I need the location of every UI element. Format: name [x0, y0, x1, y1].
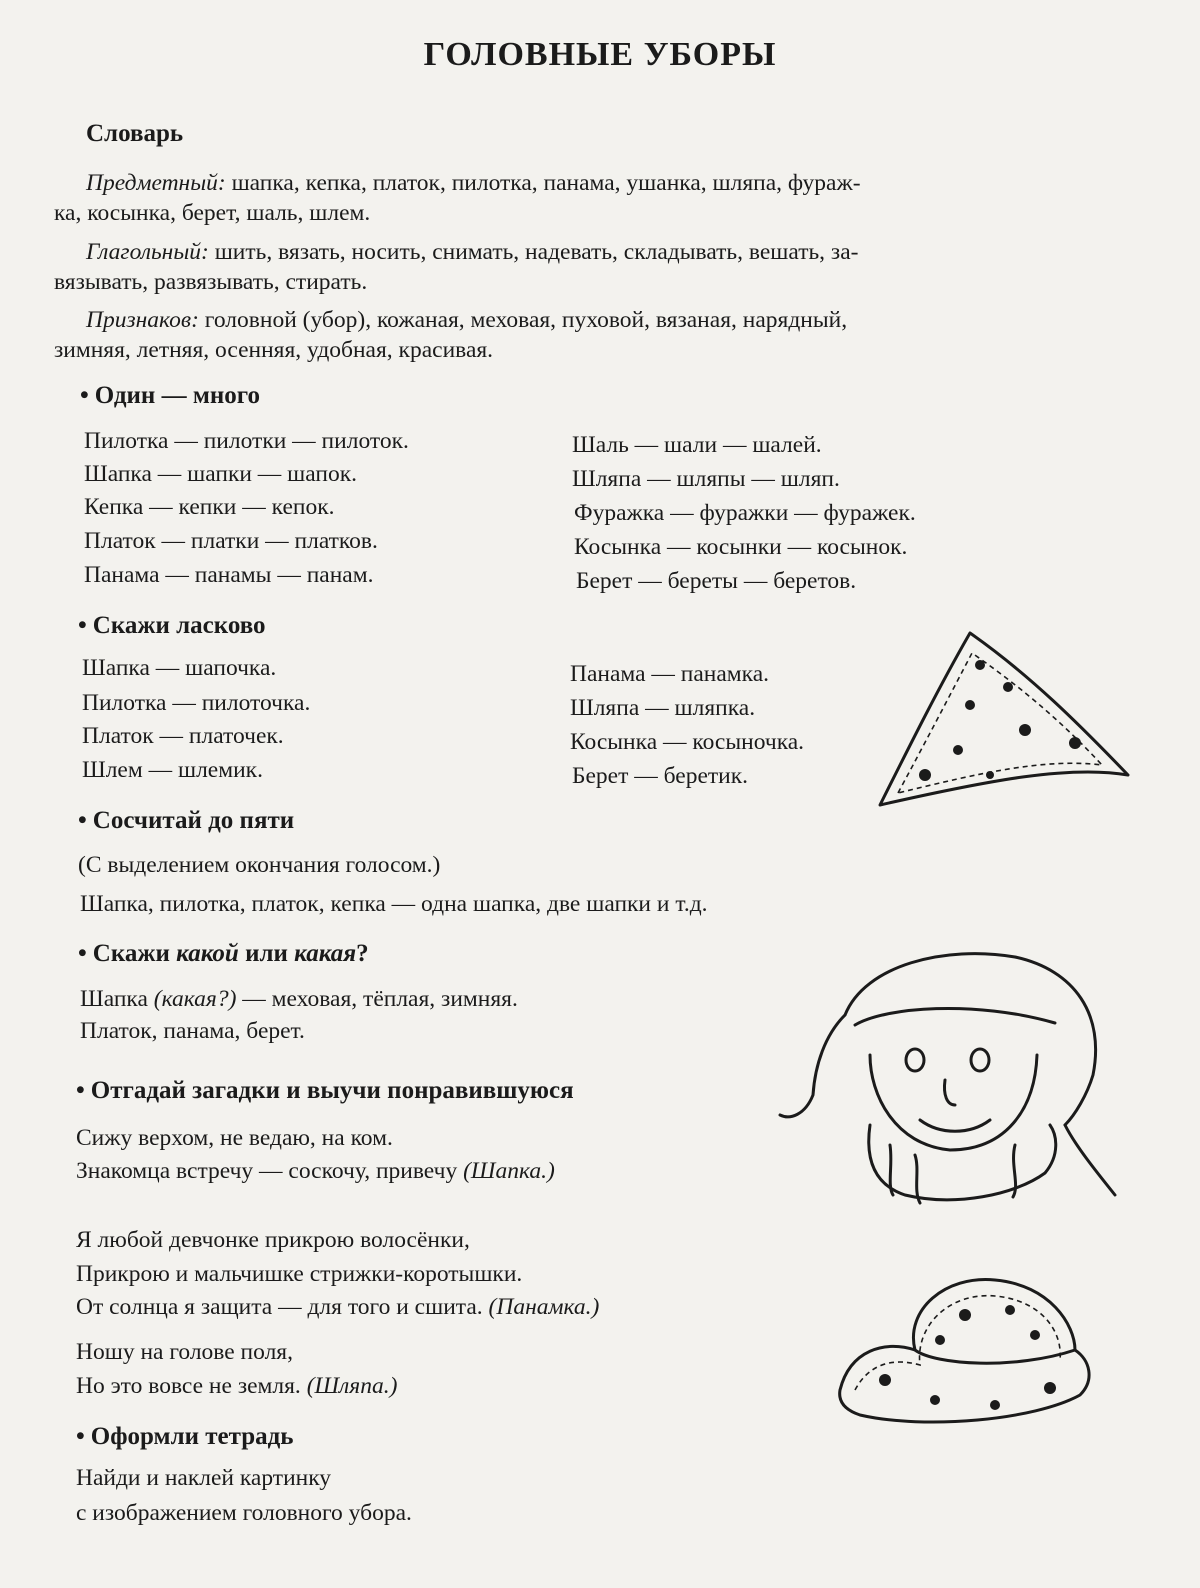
vocab-adj-text: головной (убор), кожаная, меховая, пуховой, вязаная, нарядный, — [198, 307, 848, 333]
one-many-right-4: Берет — береты — беретов. — [576, 568, 857, 594]
tender-left-3: Шлем — шлемик. — [82, 757, 263, 783]
vocab-verb-label: Глагольный: — [86, 239, 209, 265]
which-line-1-b: (какая?) — [153, 986, 237, 1012]
panama-hat-illustration — [835, 1270, 1095, 1430]
notebook-heading-text: Оформли тетрадь — [90, 1423, 294, 1450]
vocab-noun-line-1 — [86, 170, 861, 197]
bullet: • — [78, 612, 87, 639]
riddle-3-line-2 — [76, 1373, 397, 1400]
vocab-noun-label: Предметный: — [86, 170, 226, 196]
which-heading-b: какой — [176, 940, 239, 967]
riddle-1-line-2 — [76, 1158, 555, 1185]
tender-left-1: Пилотка — пилоточка. — [82, 690, 311, 716]
riddles-heading-text: Отгадай загадки и выучи понравившуюся — [90, 1077, 574, 1104]
one-many-left-4: Панама — панамы — панам. — [84, 562, 374, 588]
riddle-1-text: Знакомца встречу — соскочу, привечу — [76, 1158, 464, 1184]
which-line-1-a: Шапка — [80, 986, 154, 1012]
vocab-verb-line-1 — [86, 239, 858, 266]
riddle-2-text: От солнца я защита — для того и сшита. — [76, 1294, 489, 1320]
vocab-adj-line-1 — [86, 307, 847, 334]
one-many-left-0: Пилотка — пилотки — пилоток. — [84, 428, 409, 454]
bullet: • — [76, 1423, 85, 1450]
one-many-right-1: Шляпа — шляпы — шляп. — [572, 466, 840, 492]
tender-heading-text: Скажи ласково — [92, 612, 266, 639]
bullet: • — [78, 807, 87, 834]
tender-heading — [78, 612, 266, 640]
tender-left-0: Шапка — шапочка. — [82, 655, 277, 681]
one-many-right-2: Фуражка — фуражки — фуражек. — [574, 500, 916, 526]
which-line-2: Платок, панама, берет. — [80, 1018, 305, 1044]
notebook-line-2: с изображением головного убора. — [76, 1500, 412, 1526]
riddle-2-line-1: Я любой девчонке прикрою волосёнки, — [76, 1227, 470, 1253]
riddle-2-line-2: Прикрою и мальчишке стрижки-коротышки. — [76, 1261, 523, 1287]
tender-right-0: Панама — панамка. — [570, 661, 770, 687]
vocab-verb-line-2: вязывать, развязывать, стирать. — [54, 269, 368, 295]
notebook-line-1: Найди и наклей картинку — [76, 1465, 332, 1491]
riddle-1-line-1: Сижу верхом, не ведаю, на ком. — [76, 1125, 393, 1151]
riddle-2-line-3 — [76, 1294, 599, 1321]
one-many-left-3: Платок — платки — платков. — [84, 528, 378, 554]
which-heading-d: какая — [294, 940, 357, 967]
count-heading — [78, 807, 294, 835]
one-many-left-2: Кепка — кепки — кепок. — [84, 494, 335, 520]
riddle-3-answer: (Шляпа.) — [306, 1373, 398, 1399]
one-many-right-3: Косынка — косынки — косынок. — [574, 534, 908, 560]
bullet: • — [76, 1077, 85, 1104]
count-heading-text: Сосчитай до пяти — [92, 807, 295, 834]
riddle-1-answer: (Шапка.) — [463, 1158, 555, 1184]
riddle-3-text: Но это вовсе не земля. — [76, 1373, 307, 1399]
which-line-1-c: — меховая, тёплая, зимняя. — [236, 986, 518, 1012]
kerchief-flowers — [919, 660, 1081, 781]
count-line-2: Шапка, пилотка, платок, кепка — одна шапка, две шапки и т.д. — [80, 891, 708, 917]
riddle-2-answer: (Панамка.) — [488, 1294, 600, 1320]
which-heading — [78, 940, 369, 968]
bullet: • — [80, 382, 89, 409]
tender-right-2: Косынка — косыночка. — [570, 729, 805, 755]
tender-right-1: Шляпа — шляпка. — [570, 695, 756, 721]
panama-flowers — [879, 1305, 1056, 1410]
notebook-heading — [76, 1423, 293, 1451]
which-heading-a: Скажи — [92, 940, 177, 967]
one-many-heading-text: Один — много — [94, 382, 260, 409]
tender-right-3: Берет — беретик. — [572, 763, 749, 789]
vocab-heading: Словарь — [86, 120, 184, 147]
which-heading-c: или — [238, 940, 295, 967]
vocab-noun-text: шапка, кепка, платок, пилотка, панама, ушанка, шляпа, фураж- — [225, 170, 861, 196]
kerchief-illustration — [870, 625, 1140, 810]
vocab-noun-line-2: ка, косынка, берет, шаль, шлем. — [54, 200, 371, 226]
riddles-heading — [76, 1077, 574, 1105]
one-many-heading — [80, 382, 260, 410]
count-line-1: (С выделением окончания голосом.) — [78, 852, 441, 878]
bullet: • — [78, 940, 87, 967]
which-heading-e: ? — [356, 940, 369, 967]
riddle-3-line-1: Ношу на голове поля, — [76, 1339, 293, 1365]
page-title: ГОЛОВНЫЕ УБОРЫ — [423, 36, 777, 73]
which-line-1 — [80, 986, 518, 1013]
child-ushanka-illustration — [775, 945, 1135, 1215]
tender-left-2: Платок — платочек. — [82, 723, 284, 749]
one-many-right-0: Шаль — шали — шалей. — [572, 432, 822, 458]
vocab-adj-line-2: зимняя, летняя, осенняя, удобная, красивая. — [54, 337, 494, 363]
vocab-adj-label: Признаков: — [86, 307, 199, 333]
one-many-left-1: Шапка — шапки — шапок. — [84, 461, 358, 487]
vocab-verb-text: шить, вязать, носить, снимать, надевать, складывать, вешать, за- — [208, 239, 859, 265]
